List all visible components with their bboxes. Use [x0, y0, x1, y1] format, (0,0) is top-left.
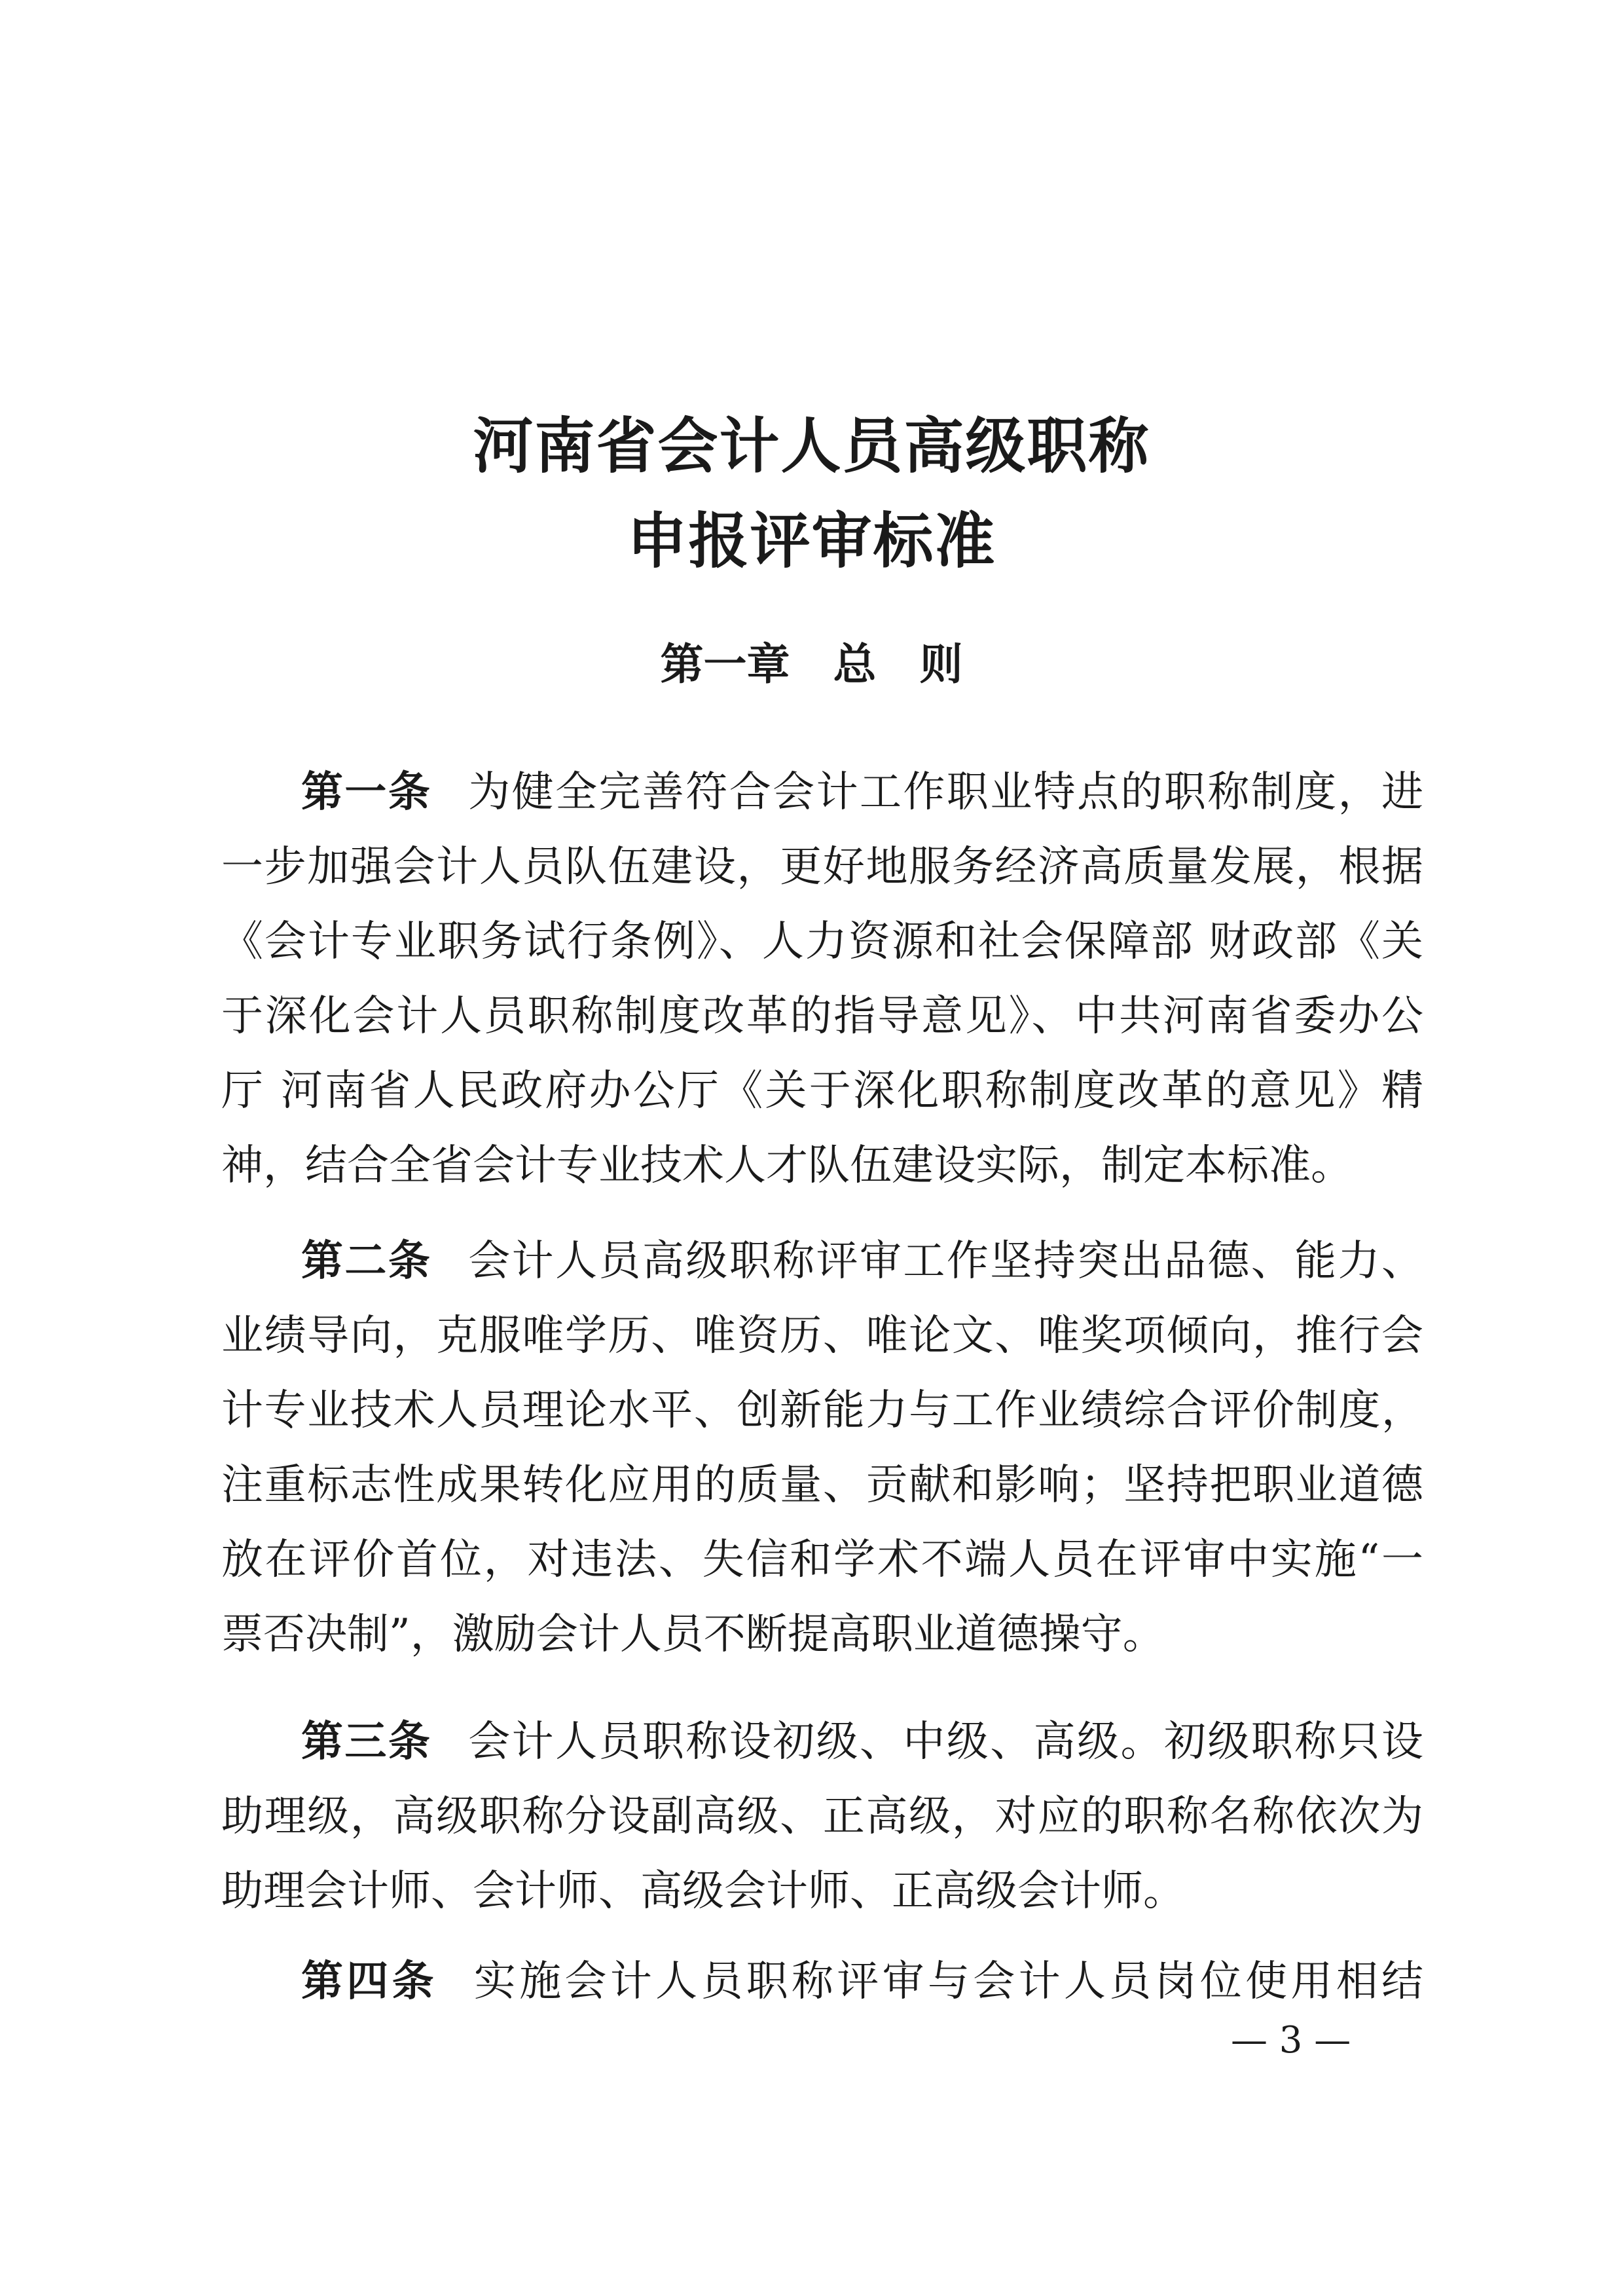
article-3-line: 助理级，高级职称分设副高级、正高级，对应的职称名称依次为	[221, 1792, 1423, 1841]
article-2-text: 会计人员高级职称评审工作坚持突出品德、能力、	[468, 1237, 1423, 1286]
article-1-line: 一步加强会计人员队伍建设，更好地服务经济高质量发展，根据	[221, 843, 1423, 891]
document-title-line-1: 河南省会计人员高级职称	[473, 411, 1150, 481]
article-3-line: 助理会计师、会计师、高级会计师、正高级会计师。	[221, 1867, 1185, 1916]
article-1-line: 神，结合全省会计专业技术人才队伍建设实际，制定本标准。	[221, 1141, 1353, 1190]
article-1-line: 于深化会计人员职称制度改革的指导意见》、中共河南省委办公	[221, 992, 1423, 1041]
article-3-first-line	[301, 1701, 1423, 1783]
article-1-text: 为健全完善符合会计工作职业特点的职称制度，进	[468, 768, 1423, 817]
page-number: — 3 —	[1231, 2019, 1351, 2062]
article-2-line: 注重标志性成果转化应用的质量、贡献和影响；坚持把职业道德	[221, 1461, 1423, 1509]
article-4-label: 第四条	[301, 1957, 437, 2006]
article-2-label: 第二条	[301, 1237, 432, 1286]
document-title-line-2: 申报评审标准	[627, 506, 996, 576]
article-3-label: 第三条	[301, 1718, 432, 1766]
article-2-line: 票否决制”，激励会计人员不断提高职业道德操守。	[221, 1610, 1165, 1659]
article-1-line: 《会计专业职务试行条例》、人力资源和社会保障部 财政部《关	[221, 917, 1423, 966]
article-4-text: 实施会计人员职称评审与会计人员岗位使用相结	[473, 1957, 1423, 2006]
article-1-first-line	[301, 752, 1423, 833]
article-3-text: 会计人员职称设初级、中级、高级。初级职称只设	[468, 1718, 1423, 1766]
article-2-line: 业绩导向，克服唯学历、唯资历、唯论文、唯奖项倾向，推行会	[221, 1312, 1423, 1360]
article-2-first-line	[301, 1221, 1423, 1302]
article-1-line: 厅 河南省人民政府办公厅《关于深化职称制度改革的意见》精	[221, 1067, 1423, 1115]
article-1-label: 第一条	[301, 768, 432, 817]
article-2-line: 计专业技术人员理论水平、创新能力与工作业绩综合评价制度，	[221, 1386, 1423, 1435]
article-2-line: 放在评价首位，对违法、失信和学术不端人员在评审中实施“一	[221, 1536, 1423, 1584]
article-4-first-line	[301, 1941, 1423, 2022]
chapter-heading: 第一章 总 则	[660, 639, 963, 690]
